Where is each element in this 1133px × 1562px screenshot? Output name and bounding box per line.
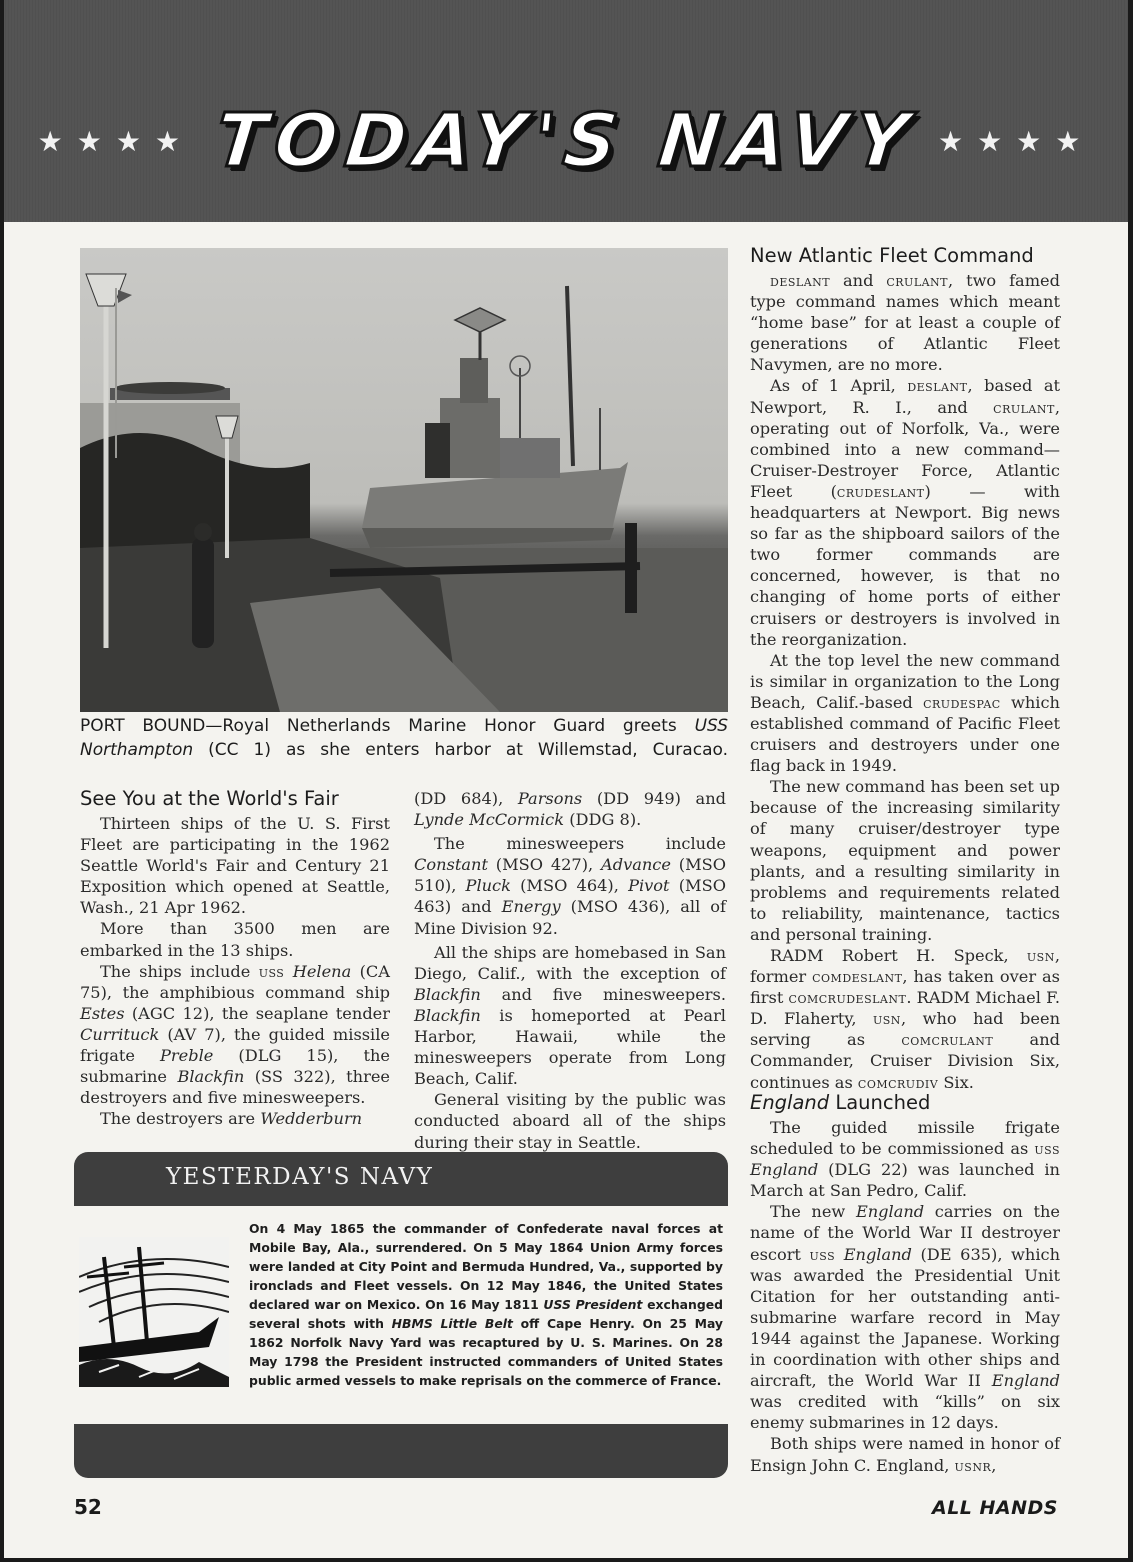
atlantic-p4: The new command has been set up because of the increasing similarity of many cruiser/destroyer type weapons, equipment and power plants, and a resulting similarity in problems and requirements related to reliability, maintenance, tactics and personal training. [750, 777, 1060, 944]
atlantic-p1: deslant and crulant, two famed type command names which meant “home base” for at least a couple of generations of Atlantic Fleet Navymen, are no more. [750, 271, 1061, 375]
yesterdays-navy-text: On 4 May 1865 the commander of Confederate naval forces at Mobile Bay, Ala., surrendered. On 5 May 1864 Union Army forces were landed at City Point and Bermuda Hundred, Va., supported by ironclads and Fleet vessels. On 12 May 1846, the United States declared war on Mexico. On 16 May 1811 USS President exchanged several shots with HBMS Little Belt off Cape Henry. On 25 May 1862 Norfolk Navy Yard was recaptured by U. S. Marines. On 28 May 1798 the President instructed commanders of United States public armed vessels to make reprisals on the commerce of France. [249, 1221, 724, 1388]
caption-lead: PORT BOUND—Royal Netherlands Marine Honor Guard greets [80, 716, 695, 736]
sailing-ship-icon [79, 1237, 229, 1387]
worlds-fair-p5: The minesweepers include Constant (MSO 427), Advance (MSO 510), Pluck (MSO 464), Pivot (MSO 463) and Energy (MSO 436), all of Mine Division 92. [414, 834, 727, 938]
worlds-fair-article-continued [414, 788, 726, 1153]
atlantic-p5: RADM Robert H. Speck, usn, former comdeslant, has taken over as first comcrudeslant. RADM Michael F. D. Flaherty, usn, who had been serving as comcrulant and Commander, Cruiser Division Six, continues as comcrudiv Six. [750, 946, 1060, 1092]
worlds-fair-heading: See You at the World's Fair [80, 787, 339, 810]
worlds-fair-p1: Thirteen ships of the U. S. First Fleet are participating in the 1962 Seattle World's Fair and Century 21 Exposition which opened at Seattle, Wash., 21 Apr 1962. [80, 814, 390, 918]
atlantic-p2: As of 1 April, deslant, based at Newport, R. I., and crulant, operating out of Norfolk, Va., were combined into a new command—Cruiser-Destroyer Force, Atlantic Fleet (crudeslant) — with headquarters at Newport. Big news so far as the shipboard sailors of the two former commands are concerned, however, is that no changing of home ports of either cruisers or destroyers is involved in the reorganization. [750, 376, 1061, 649]
ship-harbor-photo [80, 248, 728, 712]
england-p3: Both ships were named in honor of Ensign John C. England, usnr, [750, 1434, 1060, 1475]
worlds-fair-p4-start: The destroyers are Wedderburn [100, 1109, 363, 1129]
magazine-name: ALL HANDS [932, 1497, 1058, 1519]
masthead-banner [4, 0, 1128, 222]
sailing-ship-illustration [79, 1237, 229, 1387]
photo-caption [80, 714, 728, 762]
page-number: 52 [74, 1495, 102, 1519]
atlantic-fleet-article [750, 243, 1060, 1093]
england-p1: The guided missile frigate scheduled to be commissioned as uss England (DLG 22) was launched in March at San Pedro, Calif. [750, 1118, 1060, 1201]
caption-ship-name: Northampton [80, 740, 194, 760]
worlds-fair-p4-end: (DD 684), Parsons (DD 949) and Lynde McCormick (DDG 8). [414, 789, 726, 830]
atlantic-p3: At the top level the new command is similar in organization to the Long Beach, Calif.-based crudespac which established command of Pacific Fleet cruisers and destroyers under one flag back in 1949. [750, 650, 1060, 776]
caption-rest: (CC 1) as she enters harbor at Willemstad, Curacao. [193, 740, 728, 760]
england-article [750, 1090, 1060, 1476]
masthead-title: TODAY'S NAVY [211, 98, 921, 184]
england-heading: England Launched [750, 1091, 931, 1114]
worlds-fair-p6: All the ships are homebased in San Diego, Calif., with the exception of Blackfin and five minesweepers. Blackfin is homeported at Pearl Harbor, Hawaii, while the minesweepers operate from Long Beach, Calif. [414, 942, 726, 1089]
caption-ship-prefix: USS [694, 716, 728, 736]
star-icons-left: ★★★★ [37, 124, 195, 158]
worlds-fair-p2: More than 3500 men are embarked in the 13 ships. [80, 919, 390, 960]
worlds-fair-p7: General visiting by the public was conducted aboard all of the ships during their stay in Seattle. [414, 1090, 726, 1152]
atlantic-fleet-heading: New Atlantic Fleet Command [750, 244, 1034, 267]
star-icons-right: ★★★★ [937, 124, 1095, 158]
yesterdays-navy-banner [74, 1152, 728, 1206]
worlds-fair-p3: The ships include uss Helena (CA 75), the amphibious command ship Estes (AGC 12), the seaplane tender Currituck (AV 7), the guided missile frigate Preble (DLG 15), the submarine Blackfin (SS 322), three destroyers and five minesweepers. [80, 961, 391, 1108]
yesterdays-navy-bottom-bar [74, 1424, 728, 1478]
magazine-page [4, 0, 1128, 1558]
england-p2: The new England carries on the name of the World War II destroyer escort uss England (DE 635), which was awarded the Presidential Unit Citation for her outstanding anti-submarine warfare record in May 1944 against the Japanese. Working in coordination with other ships and aircraft, the World War II England was credited with “kills” on six enemy submarines in 12 days. [750, 1202, 1060, 1433]
yesterdays-navy-title: YESTERDAY'S NAVY [166, 1164, 434, 1190]
worlds-fair-article [80, 786, 390, 1129]
photo-illustration [80, 248, 728, 712]
